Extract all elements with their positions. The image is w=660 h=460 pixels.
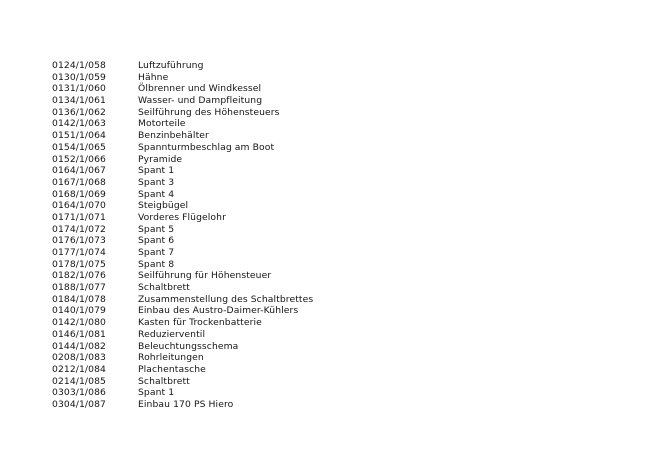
- drawing-title: Seilführung für Höhensteuer: [138, 270, 272, 282]
- list-item: [52, 83, 392, 95]
- drawing-title: Ölbrenner und Windkessel: [138, 83, 262, 95]
- drawing-number: 0131/1/060: [52, 83, 106, 95]
- drawing-title: Vorderes Flügelohr: [138, 211, 226, 223]
- drawing-title: Spant 1: [138, 387, 175, 399]
- list-item: [52, 107, 392, 119]
- list-item: [52, 189, 392, 201]
- drawing-number: 0168/1/069: [52, 188, 106, 200]
- list-item: [52, 376, 392, 388]
- list-item: [52, 235, 392, 247]
- drawing-title: Rohrleitungen: [138, 352, 204, 364]
- drawing-title: Spant 6: [138, 235, 175, 247]
- drawing-number: 0164/1/067: [52, 165, 106, 177]
- list-item: [52, 399, 392, 411]
- drawing-number: 0176/1/073: [52, 235, 106, 247]
- list-item: [52, 177, 392, 189]
- list-item: [52, 118, 392, 130]
- drawing-title: Spant 8: [138, 258, 175, 270]
- list-item: [52, 317, 392, 329]
- drawing-number: 0178/1/075: [52, 258, 106, 270]
- drawing-number: 0303/1/086: [52, 387, 106, 399]
- drawing-title: Spannturmbeschlag am Boot: [138, 141, 275, 153]
- list-item: [52, 212, 392, 224]
- drawing-title: Spant 7: [138, 247, 175, 258]
- drawing-title: Steigbügel: [138, 200, 189, 212]
- list-item: [52, 259, 392, 271]
- drawing-title: Einbau 170 PS Hiero: [138, 398, 234, 410]
- drawing-number: 0174/1/072: [52, 223, 106, 235]
- list-item: [52, 60, 392, 72]
- drawing-number: 0144/1/082: [52, 340, 106, 352]
- drawing-number: 0304/1/087: [52, 398, 106, 410]
- drawing-number: 0154/1/065: [52, 141, 106, 153]
- list-item: [52, 364, 392, 376]
- drawing-number: 0130/1/059: [52, 71, 106, 83]
- list-item: [52, 224, 392, 236]
- drawing-number: 0177/1/074: [52, 247, 106, 258]
- drawing-title: Motorteile: [138, 118, 186, 130]
- list-item: [52, 270, 392, 282]
- drawing-number: 0184/1/078: [52, 293, 106, 305]
- list-item: [52, 200, 392, 212]
- drawing-title: Schaltbrett: [138, 375, 190, 387]
- drawing-title: Luftzuführung: [138, 60, 204, 71]
- drawing-title: Seilführung des Höhensteuers: [138, 106, 280, 118]
- drawing-number: 0134/1/061: [52, 95, 106, 107]
- list-item: [52, 341, 392, 353]
- drawing-number: 0188/1/077: [52, 282, 106, 294]
- drawing-title: Zusammenstellung des Schaltbrettes: [138, 293, 314, 305]
- drawing-number: 0212/1/084: [52, 363, 106, 375]
- drawing-number: 0140/1/079: [52, 305, 106, 317]
- drawing-index-list: [52, 60, 392, 411]
- list-item: [52, 247, 392, 259]
- list-item: [52, 305, 392, 317]
- list-item: [52, 352, 392, 364]
- drawing-title: Plachentasche: [138, 363, 206, 375]
- list-item: [52, 130, 392, 142]
- list-item: [52, 294, 392, 306]
- drawing-number: 0146/1/081: [52, 328, 106, 340]
- drawing-number: 0167/1/068: [52, 176, 106, 188]
- drawing-number: 0171/1/071: [52, 211, 106, 223]
- drawing-title: Spant 4: [138, 188, 175, 200]
- drawing-title: Beleuchtungsschema: [138, 340, 239, 352]
- drawing-title: Schaltbrett: [138, 282, 190, 294]
- drawing-number: 0208/1/083: [52, 352, 106, 364]
- drawing-number: 0182/1/076: [52, 270, 106, 282]
- drawing-title: Reduzierventil: [138, 328, 206, 340]
- list-item: [52, 154, 392, 166]
- drawing-title: Pyramide: [138, 153, 183, 165]
- drawing-number: 0164/1/070: [52, 200, 106, 212]
- list-item: [52, 165, 392, 177]
- drawing-number: 0136/1/062: [52, 106, 106, 118]
- list-item: [52, 329, 392, 341]
- drawing-title: Wasser- und Dampfleitung: [138, 95, 263, 107]
- drawing-number: 0151/1/064: [52, 130, 106, 142]
- list-item: [52, 387, 392, 399]
- drawing-title: Spant 5: [138, 223, 175, 235]
- drawing-title: Hähne: [138, 71, 169, 83]
- drawing-title: Einbau des Austro-Daimer-Kühlers: [138, 305, 299, 317]
- drawing-title: Kasten für Trockenbatterie: [138, 317, 262, 329]
- drawing-number: 0124/1/058: [52, 60, 106, 71]
- drawing-number: 0142/1/080: [52, 317, 106, 329]
- list-item: [52, 72, 392, 84]
- drawing-number: 0152/1/066: [52, 153, 106, 165]
- drawing-title: Spant 1: [138, 165, 175, 177]
- list-item: [52, 282, 392, 294]
- list-item: [52, 95, 392, 107]
- drawing-title: Benzinbehälter: [138, 130, 209, 142]
- drawing-number: 0142/1/063: [52, 118, 106, 130]
- list-item: [52, 142, 392, 154]
- drawing-title: Spant 3: [138, 176, 175, 188]
- drawing-number: 0214/1/085: [52, 375, 106, 387]
